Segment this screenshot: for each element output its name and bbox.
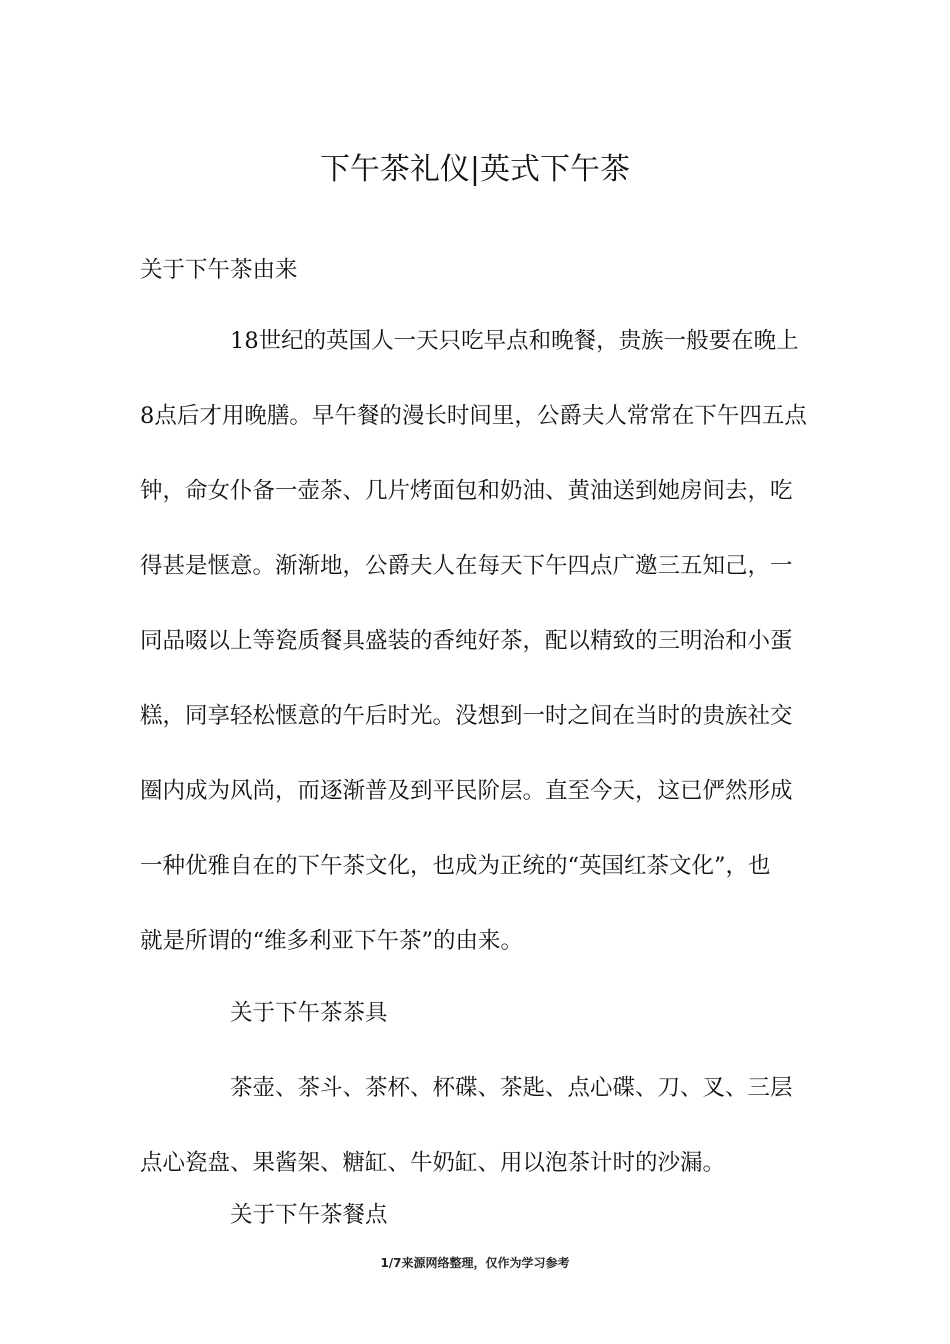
section-heading-teaware: 关于下午茶茶具: [230, 1000, 388, 1026]
paragraph-line: 茶壶、茶斗、茶杯、杯碟、茶匙、点心碟、刀、叉、三层: [230, 1075, 793, 1101]
paragraph-line: 圈内成为风尚，而逐渐普及到平民阶层。直至今天，这已俨然形成: [140, 778, 793, 804]
section-heading-origin: 关于下午茶由来: [140, 257, 298, 283]
document-title: 下午茶礼仪|英式下午茶: [319, 152, 631, 187]
paragraph-line: 18世纪的英国人一天只吃早点和晚餐，贵族一般要在晚上: [230, 328, 799, 354]
paragraph-line: 得甚是惬意。渐渐地，公爵夫人在每天下午四点广邀三五知己，一: [140, 553, 793, 579]
page-footer: 1/7来源网络整理，仅作为学习参考: [380, 1256, 570, 1270]
paragraph-line: 糕，同享轻松惬意的午后时光。没想到一时之间在当时的贵族社交: [140, 703, 793, 729]
paragraph-line: 同品啜以上等瓷质餐具盛装的香纯好茶，配以精致的三明治和小蛋: [140, 628, 793, 654]
paragraph-line: 点心瓷盘、果酱架、糖缸、牛奶缸、用以泡茶计时的沙漏。: [140, 1150, 726, 1176]
paragraph-line: 钟，命女仆备一壶茶、几片烤面包和奶油、黄油送到她房间去，吃: [140, 478, 793, 504]
paragraph-line: 8点后才用晚膳。早午餐的漫长时间里，公爵夫人常常在下午四五点: [140, 403, 807, 429]
section-heading-refreshments: 关于下午茶餐点: [230, 1202, 388, 1228]
paragraph-line: 一种优雅自在的下午茶文化，也成为正统的“英国红茶文化”，也: [140, 853, 771, 879]
paragraph-line: 就是所谓的“维多利亚下午茶”的由来。: [140, 928, 524, 954]
